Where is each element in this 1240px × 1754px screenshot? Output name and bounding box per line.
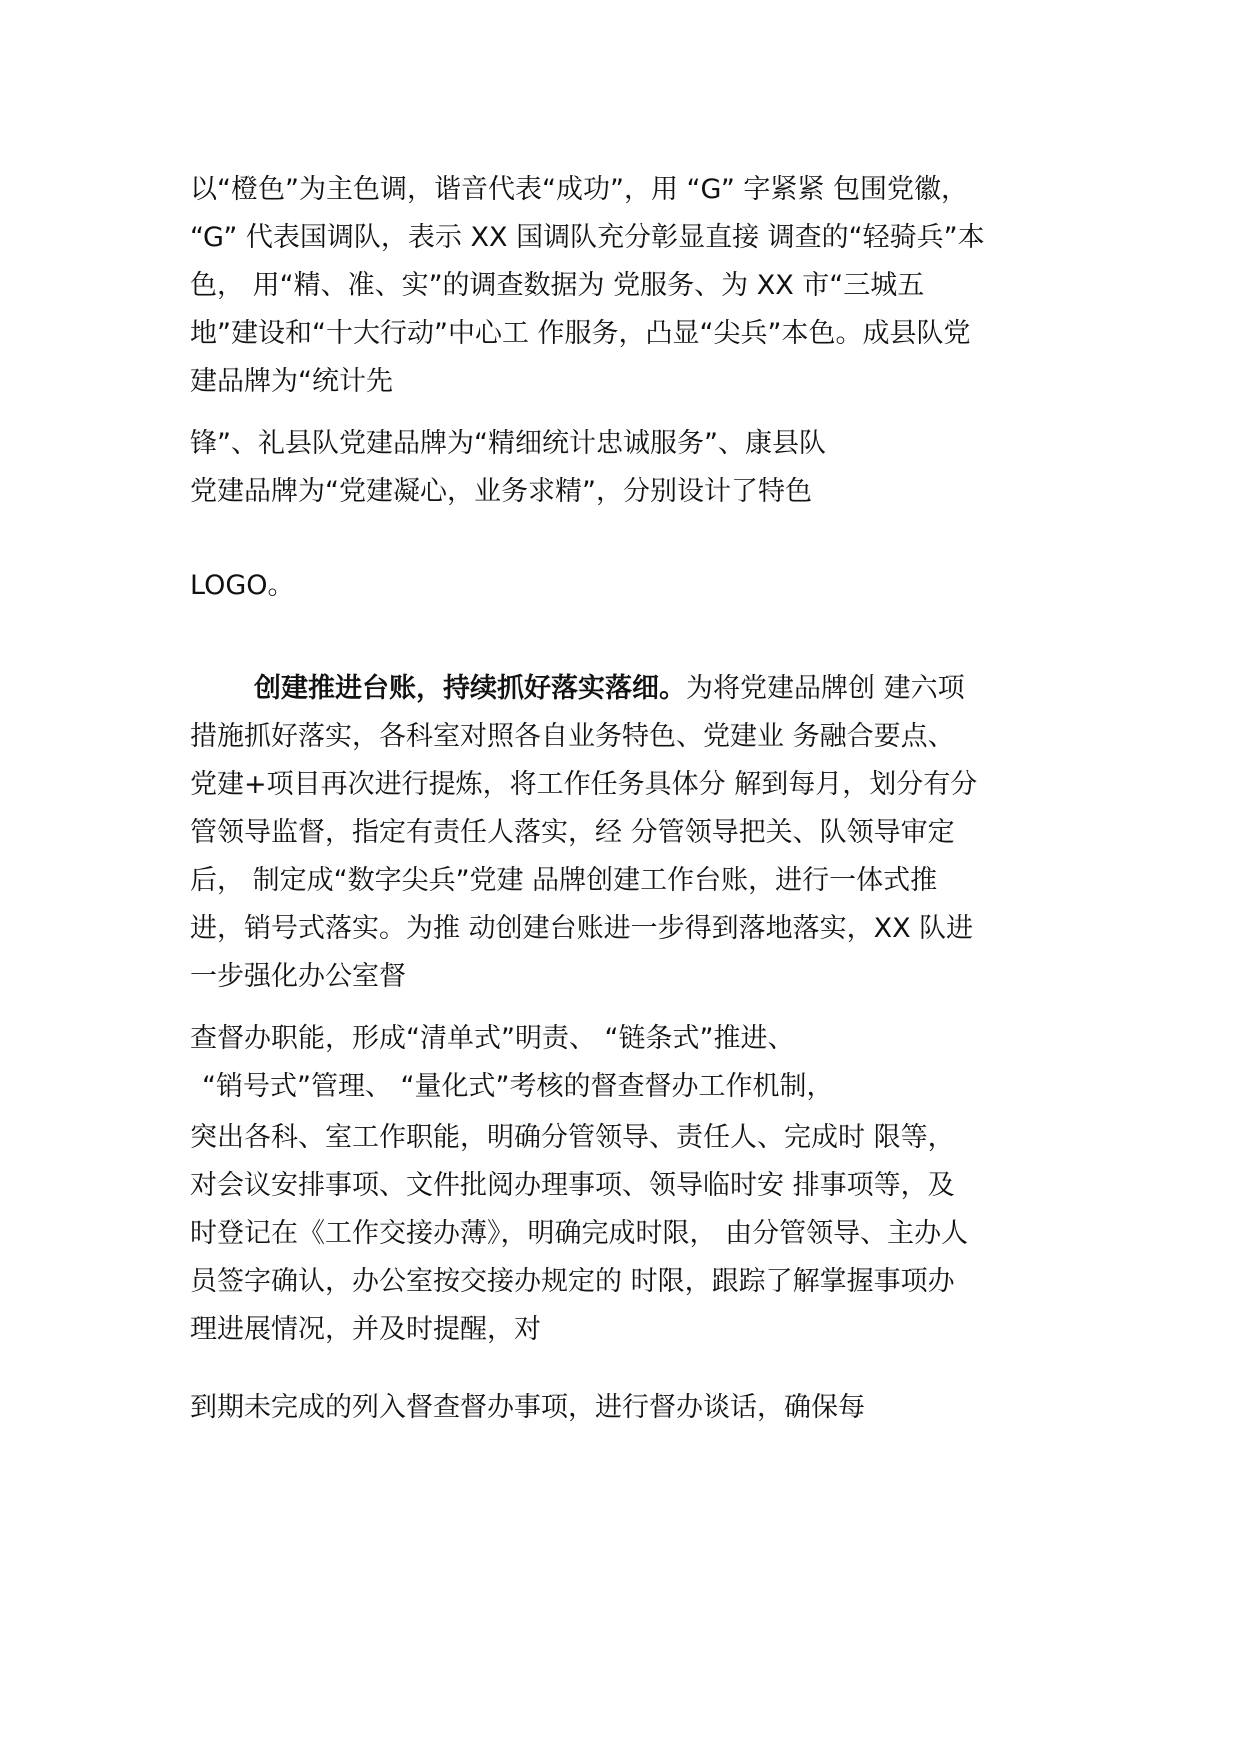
- paragraph-responsibilities: [190, 1114, 1090, 1354]
- paragraph-ledger: [190, 665, 1090, 1001]
- paragraph-county-brands: [190, 420, 1090, 516]
- text-line: “G” 代表国调队，表示 XX 国调队充分彰显直接 调查的“轻骑兵”本: [190, 222, 985, 253]
- paragraph-overdue: [190, 1384, 1090, 1432]
- text-line: 理进展情况，并及时提醒，对: [190, 1314, 541, 1345]
- text-line: 对会议安排事项、文件批阅办理事项、领导临时安 排事项等，及: [190, 1170, 955, 1201]
- paragraph-logo-description: [190, 166, 1090, 406]
- text-line: 地”建设和“十大行动”中心工 作服务，凸显“尖兵”本色。成县队党: [190, 318, 971, 349]
- text-line: 到期未完成的列入督查督办事项，进行督办谈话，确保每: [190, 1392, 865, 1423]
- text-line: 时登记在《工作交接办薄》，明确完成时限， 由分管领导、主办人: [190, 1218, 969, 1249]
- text-line: 后， 制定成“数字尖兵”党建 品牌创建工作台账，进行一体式推: [190, 865, 938, 896]
- text-line: 措施抓好落实，各科室对照各自业务特色、党建业 务融合要点、: [190, 721, 955, 752]
- text-line: LOGO。: [190, 570, 295, 601]
- text-line: 以“橙色”为主色调，谐音代表“成功”，用 “G” 字紧紧 包围党徽，: [190, 174, 969, 205]
- text-line: 管领导监督，指定有责任人落实，经 分管领导把关、队领导审定: [190, 817, 955, 848]
- paragraph-heading: 创建推进台账，持续抓好落实落细。: [254, 673, 686, 704]
- text-line: [190, 665, 1090, 713]
- text-line: 突出各科、室工作职能，明确分管领导、责任人、完成时 限等，: [190, 1122, 955, 1153]
- text-line: 党建品牌为“党建凝心，业务求精”，分别设计了特色: [190, 476, 812, 507]
- text-line-rest: 为将党建品牌创 建六项: [686, 673, 965, 704]
- text-line: “销号式”管理、 “量化式”考核的督查督办工作机制，: [202, 1071, 834, 1102]
- text-line: 查督办职能，形成“清单式”明责、 “链条式”推进、: [190, 1023, 795, 1054]
- paragraph-supervision-mechanism: [190, 1015, 1090, 1111]
- paragraph-logo-end: [190, 562, 1090, 610]
- text-line: 进，销号式落实。为推 动创建台账进一步得到落地落实，XX 队进: [190, 913, 974, 944]
- text-line: 一步强化办公室督: [190, 961, 406, 992]
- text-line: 建品牌为“统计先: [190, 366, 393, 397]
- text-line: 党建+项目再次进行提炼，将工作任务具体分 解到每月，划分有分: [190, 769, 978, 800]
- text-line: 员签字确认，办公室按交接办规定的 时限，跟踪了解掌握事项办: [190, 1266, 955, 1297]
- text-line: 色， 用“精、准、实”的调查数据为 党服务、为 XX 市“三城五: [190, 270, 925, 301]
- text-line: 锋”、礼县队党建品牌为“精细统计忠诚服务”、康县队: [190, 428, 826, 459]
